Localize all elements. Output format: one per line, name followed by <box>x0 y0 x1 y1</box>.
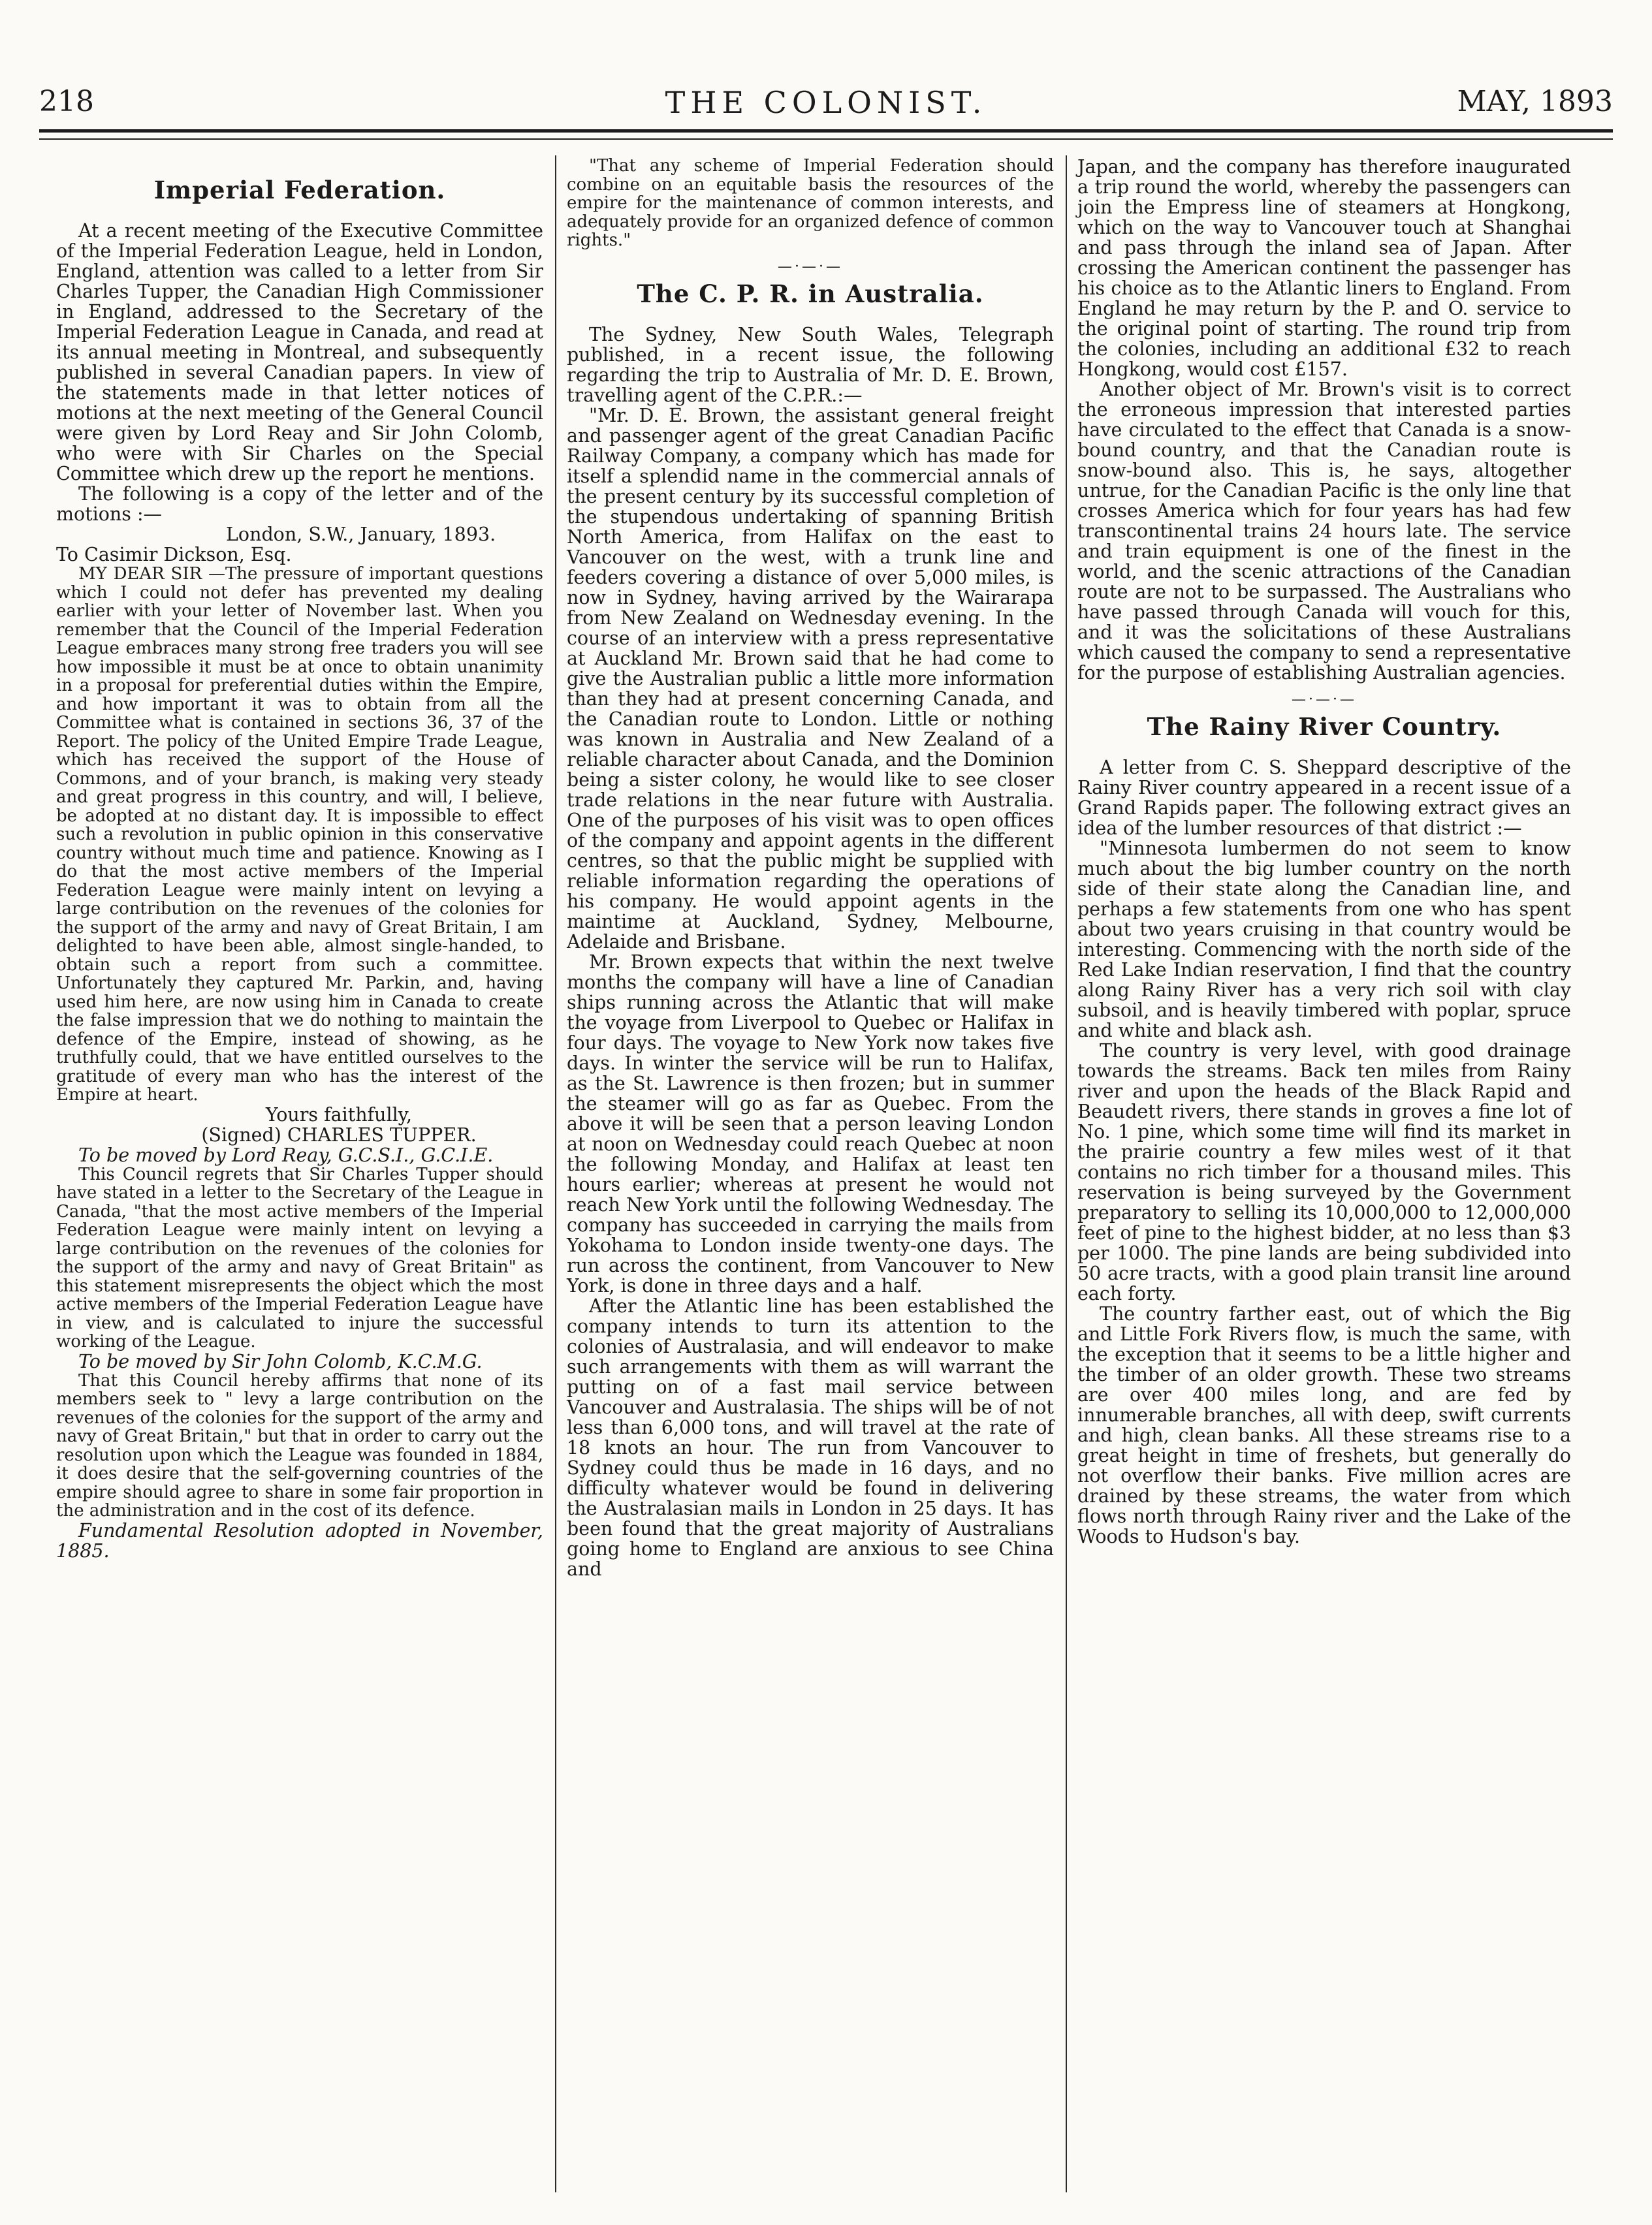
column-divider-1 <box>555 155 556 2192</box>
motion-heading-reay: To be moved by Lord Reay, G.C.S.I., G.C.I.E. <box>78 1144 494 1166</box>
header-rule-thick <box>39 129 1613 133</box>
column-divider-2 <box>1066 155 1067 2192</box>
page-header <box>39 85 1613 144</box>
article-paragraph: The country farther east, out of which the Big and Little Fork Rivers flow, is much the same, with the exception that it seems to be a little higher and the timber of an older growth. These two streams are over 400 miles long, and are fed by innumerable branches, all with deep, swift currents and high, clean banks. All these streams rise to a great height in time of freshets, but generally do not overflow their banks. Five million acres are drained by these streams, the water from which flows north through Rainy river and the Lake of the Woods to Hudson's bay. <box>1077 1303 1571 1547</box>
column-1 <box>56 157 543 1561</box>
motion-text-reay: This Council regrets that Sir Charles Tupper should have stated in a letter to the Secretary of the League in Canada, "that the most active members of the Imperial Federation League were mainly intent on levying a large contribution on the revenues of the colonies for the support of the army and navy of Great Britain" as this statement misrepresents the object which the most active members of the Imperial Federation League have in view, and is calculated to injure the successful working of the League. <box>56 1164 543 1351</box>
letter-signature: (Signed) CHARLES TUPPER. <box>201 1124 477 1146</box>
header-rule-thin <box>39 138 1613 140</box>
article-paragraph: At a recent meeting of the Executive Committee of the Imperial Federation League, held in London, England, attention was called to a letter from Sir Charles Tupper, the Canadian High Commissioner in England, addressed to the Secretary of the Imperial Federation League in Canada, and read at its annual meeting in Montreal, and subsequently published in several Canadian papers. In view of the statements made in that letter notices of motions at the next meeting of the General Council were given by Lord Reay and Sir John Colomb, who were with Sir Charles on the Special Committee which drew up the report he mentions. <box>56 220 543 484</box>
article-paragraph: The Sydney, New South Wales, Telegraph published, in a recent issue, the following regarding the trip to Australia of Mr. D. E. Brown, travelling agent of the C.P.R.:— <box>567 323 1054 406</box>
issue-date: MAY, 1893 <box>1457 85 1613 118</box>
newspaper-title: THE COLONIST. <box>665 85 987 120</box>
article-paragraph: "Minnesota lumbermen do not seem to know much about the big lumber country on the north side of their state along the Canadian line, and perhaps a few statements from one who has spent about two years cruising in that country would be interesting. Commencing with the north side of the Red Lake Indian reservation, I find that the country along Rainy River has a very rich soil with clay subsoil, and is heavily timbered with poplar, spruce and white and black ash. <box>1077 838 1571 1041</box>
article-paragraph: Mr. Brown expects that within the next twelve months the company will have a line of Canadian ships running across the Atlantic that will make the voyage from Liverpool to Quebec or Halifax in four days. The voyage to New York now takes five days. In winter the service will be run to Halifax, as the St. Lawrence is then frozen; but in summer the steamer will go as far as Quebec. From the above it will be seen that a person leaving London at noon on Wednesday could reach Quebec at noon the following Monday, and Halifax at least ten hours earlier; whereas at present he would not reach New York until the following Wednesday. The company has succeeded in carrying the mails from Yokohama to London inside twenty-one days. The run across the continent, from Vancouver to New York, is done in three days and a half. <box>567 951 1054 1297</box>
motion-text-colomb: That this Council hereby affirms that none of its members seek to " levy a large contribution on the revenues of the colonies for the support of the army and navy of Great Britain," but that in order to carry out the resolution upon which the League was founded in 1884, it does desire that the self-governing countries of the empire should agree to share in some fair proportion in the administration and in the cost of its defence. <box>56 1370 543 1521</box>
article-paragraph: The following is a copy of the letter and of the motions :— <box>56 483 543 525</box>
page-number: 218 <box>39 85 94 118</box>
article-paragraph: After the Atlantic line has been established the company intends to turn its attention to the colonies of Australasia, and will endeavor to make such arrangements with them as will warrant the putting on of a fast mail service between Vancouver and Australasia. The ships will be of not less than 6,000 tons, and will travel at the rate of 18 knots an hour. The run from Vancouver to Sydney could thus be made in 16 days, and no difficulty whatever would be found in delivering the Australasian mails in London in 25 days. It has been found that the great majority of Australians going home to England are anxious to see China and <box>567 1295 1054 1580</box>
resolution-quote: "That any scheme of Imperial Federation should combine on an equitable basis the resources of the empire for the maintenance of common interests, and adequately provide for an organized defence of common rights." <box>567 156 1054 250</box>
letter-closing: Yours faithfully, <box>265 1103 413 1126</box>
section-ornament: —·—·— <box>1292 691 1357 708</box>
column-2 <box>567 157 1054 1579</box>
footnote: Fundamental Resolution adopted in November, 1885. <box>56 1519 543 1562</box>
article-heading-rainy-river: The Rainy River Country. <box>1147 712 1502 741</box>
motion-heading-colomb: To be moved by Sir John Colomb, K.C.M.G. <box>78 1350 483 1372</box>
column-3 <box>1077 157 1571 1547</box>
article-paragraph: The country is very level, with good drainage towards the streams. Back ten miles from Rainy river and upon the heads of the Black Rapid and Beaudett rivers, there stands in groves a fine lot of No. 1 pine, which some time will find its market in the prairie country a few miles west of it that contains no rich timber for a thousand miles. This reservation is being surveyed by the Government preparatory to selling its 10,000,000 to 12,000,000 feet of pine to the highest bidder, at no less than $3 per 1000. The pine lands are being subdivided into 50 acre tracts, with a good plain transit line around each forty. <box>1077 1040 1571 1304</box>
article-paragraph: A letter from C. S. Sheppard descriptive of the Rainy River country appeared in a recent issue of a Grand Rapids paper. The following extract gives an idea of the lumber resources of that district :— <box>1077 757 1571 839</box>
letter-body: MY DEAR SIR —The pressure of important questions which I could not defer has prevented my dealing earlier with your letter of November last. When you remember that the Council of the Imperial Federation League embraces many strong free traders you will see how impossible it must be at once to obtain unanimity in a proposal for preferential duties within the Empire, and how important it was to obtain from all the Committee what is contained in sections 36, 37 of the Report. The policy of the United Empire Trade League, which has received the support of the House of Commons, and of your branch, is making very steady and great progress in this country, and will, I believe, be adopted at no distant day. It is impossible to effect such a revolution in public opinion in this conservative country without much time and patience. Knowing as I do that the most active members of the Imperial Federation League were mainly intent on levying a large contribution on the revenues of the colonies for the support of the army and navy of Great Britain, I am delighted to have been able, almost single-handed, to obtain such a report from such a committee. Unfortunately they captured Mr. Parkin, and, having used him here, are now using him in Canada to create the false impression that we do nothing to maintain the defence of the Empire, instead of showing, as he truthfully could, that we have entitled ourselves to the gratitude of every man who has the interest of the Empire at heart. <box>56 564 543 1105</box>
article-heading-imperial-federation: Imperial Federation. <box>153 176 446 204</box>
letter-dateline: London, S.W., January, 1893. <box>226 524 496 545</box>
letter-addressee: To Casimir Dickson, Esq. <box>56 544 292 565</box>
article-paragraph: Another object of Mr. Brown's visit is to correct the erroneous impression that interested parties have circulated to the effect that Canada is a snow-bound country, and that the Canadian route is snow-bound also. This is, he says, altogether untrue, for the Canadian Pacific is the only line that crosses America which for four years has had few transcontinental trains 24 hours late. The service and train equipment is one of the finest in the world, and the scenic attractions of the Canadian route are not to be surpassed. The Australians who have passed through Canada will vouch for this, and it was the solicitations of these Australians which caused the company to send a representative for the purpose of establishing Australian agencies. <box>1077 379 1571 684</box>
section-ornament: —·—·— <box>778 258 843 275</box>
article-paragraph: Japan, and the company has therefore inaugurated a trip round the world, whereby the passengers can join the Empress line of steamers at Hongkong, which on the way to Vancouver touch at Shanghai and pass through the inland sea of Japan. After crossing the American continent the passenger has his choice as to the Atlantic liners to England. From England he may return by the P. and O. service to the original point of starting. The round trip from the colonies, including an additional £32 to reach Hongkong, would cost £157. <box>1077 156 1571 380</box>
article-paragraph: "Mr. D. E. Brown, the assistant general freight and passenger agent of the great Canadian Pacific Railway Company, a company which has made for itself a splendid name in the commercial annals of the present century by its successful completion of the stupendous undertaking of spanning British North America, from Halifax on the east to Vancouver on the west, with a trunk line and feeders covering a distance of over 5,000 miles, is now in Sydney, having arrived by the Wairarapa from New Zealand on Wednesday evening. In the course of an interview with a press representative at Auckland Mr. Brown said that he had come to give the Australian public a little more information than they had at present concerning Canada, and the Canadian route to London. Little or nothing was known in Australia and New Zealand of a reliable character about Canada, and the Dominion being a sister colony, he would like to see closer trade relations in the near future with Australia. One of the purposes of his visit was to open offices of the company and appoint agents in the different centres, so that the public might be supplied with reliable information regarding the operations of his company. He would appoint agents in the maintime at Auckland, Sydney, Melbourne, Adelaide and Brisbane. <box>567 404 1054 953</box>
article-heading-cpr-australia: The C. P. R. in Australia. <box>637 279 984 308</box>
